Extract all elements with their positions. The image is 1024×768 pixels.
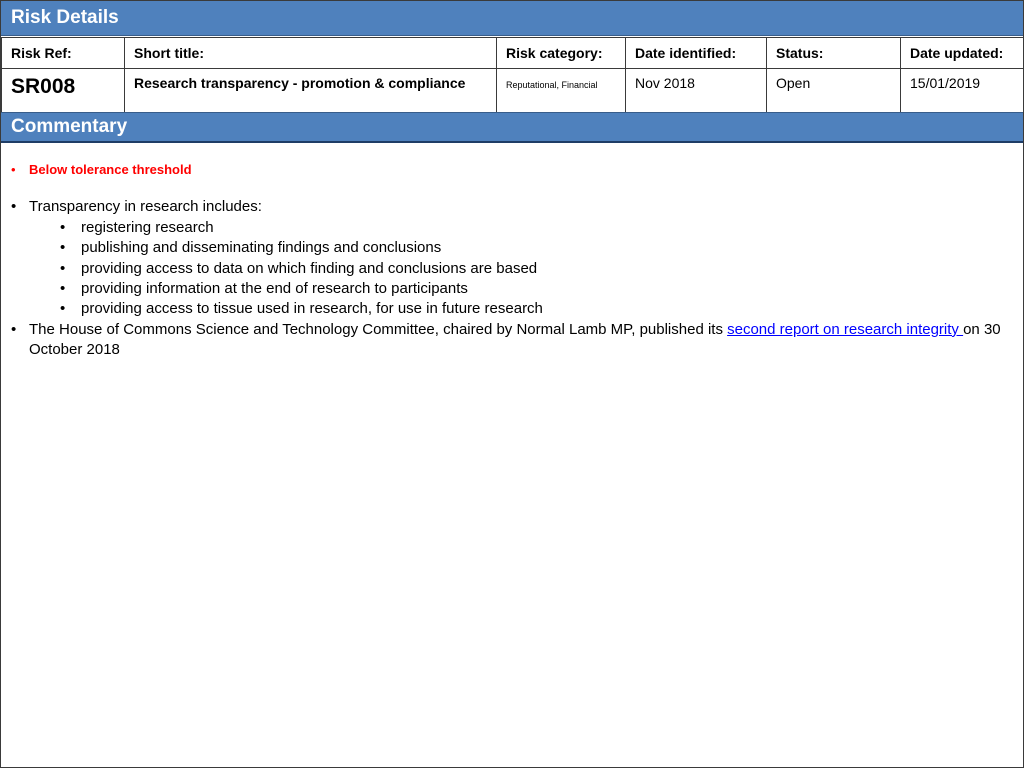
sub-item: • providing access to data on which finding and conclusions are based bbox=[8, 259, 1018, 279]
commentary-title: Commentary bbox=[11, 116, 128, 137]
sub-item: • providing information at the end of research to participants bbox=[8, 279, 1018, 299]
commentary-body bbox=[8, 160, 1018, 361]
col-header-date-identified: Date identified: bbox=[626, 38, 767, 69]
research-integrity-report-link[interactable]: second report on research integrity bbox=[727, 320, 964, 338]
sub-item: • registering research bbox=[8, 218, 1018, 238]
col-header-risk-ref: Risk Ref: bbox=[2, 38, 125, 69]
date-updated-value: 15/01/2019 bbox=[901, 69, 1024, 116]
date-identified-value: Nov 2018 bbox=[626, 69, 767, 116]
risk-category-text: Reputational, Financial bbox=[506, 80, 598, 90]
risk-ref-value bbox=[2, 69, 125, 116]
col-header-date-updated: Date updated: bbox=[901, 38, 1024, 69]
risk-category-value bbox=[497, 69, 626, 116]
sub-item: • publishing and disseminating findings and conclusions bbox=[8, 238, 1018, 258]
risk-details-title: Risk Details bbox=[11, 7, 119, 28]
short-title-text: Research transparency - promotion & compliance bbox=[134, 75, 466, 91]
threshold-item bbox=[8, 160, 1018, 180]
risk-ref-text: SR008 bbox=[11, 75, 76, 98]
status-value: Open bbox=[767, 69, 901, 116]
col-header-status: Status: bbox=[767, 38, 901, 69]
transparency-item: • Transparency in research includes: bbox=[8, 197, 1018, 217]
commentary-header bbox=[1, 112, 1023, 143]
committee-text-before: The House of Commons Science and Technology Committee, chaired by Normal Lamb MP, published its bbox=[29, 320, 728, 338]
col-header-risk-category: Risk category: bbox=[497, 38, 626, 69]
sub-item: • providing access to tissue used in research, for use in future research bbox=[8, 299, 1018, 319]
committee-text-after: on 30 October 2018 bbox=[29, 320, 1001, 359]
table-header-row bbox=[2, 38, 1024, 69]
table-value-row bbox=[2, 69, 1024, 116]
threshold-text: Below tolerance threshold bbox=[29, 162, 192, 177]
risk-details-table bbox=[1, 37, 1024, 116]
committee-item bbox=[8, 320, 1018, 361]
risk-details-header bbox=[1, 1, 1023, 36]
short-title-value bbox=[125, 69, 497, 116]
col-header-short-title: Short title: bbox=[125, 38, 497, 69]
